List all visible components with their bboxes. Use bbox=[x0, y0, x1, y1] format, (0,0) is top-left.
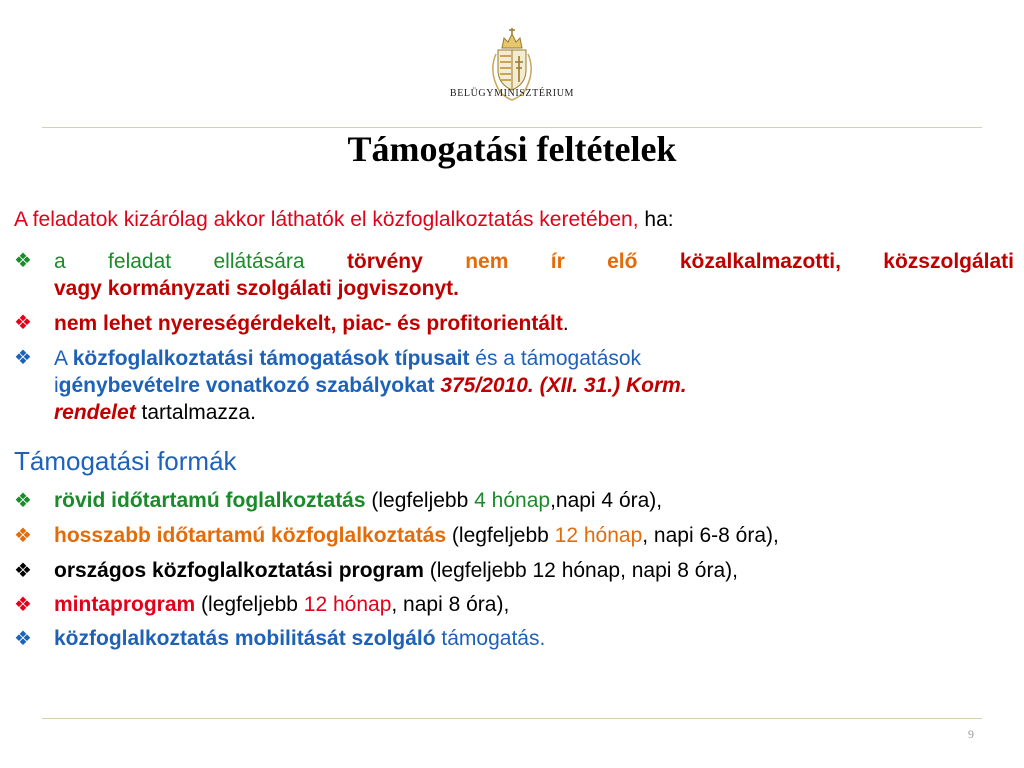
condition-keyword: közfoglalkoztatási támogatások típusait bbox=[72, 347, 470, 370]
diamond-bullet-icon: ❖ bbox=[14, 525, 32, 547]
page-number: 9 bbox=[968, 727, 974, 741]
condition-item bbox=[14, 345, 1014, 426]
form-item bbox=[14, 622, 1014, 656]
form-duration: 12 hónap bbox=[303, 593, 392, 616]
diamond-bullet-icon: ❖ bbox=[14, 312, 32, 334]
form-item bbox=[14, 588, 1014, 622]
form-detail: , napi 6-8 óra), bbox=[642, 524, 779, 547]
crown-shape bbox=[502, 34, 522, 48]
form-name: közfoglalkoztatás mobilitását szolgáló bbox=[54, 627, 436, 650]
condition-item bbox=[14, 310, 1014, 337]
diamond-bullet-icon: ❖ bbox=[14, 347, 32, 369]
form-detail: (legfeljebb 12 hónap, napi 8 óra), bbox=[429, 559, 738, 582]
forms-heading: Támogatási formák bbox=[14, 446, 237, 476]
form-item bbox=[14, 554, 1014, 588]
condition-keyword: nem ír elő bbox=[465, 250, 638, 273]
bottom-divider bbox=[42, 718, 982, 719]
form-detail: támogatás. bbox=[441, 627, 546, 650]
form-detail: , napi 8 óra), bbox=[391, 593, 510, 616]
page-title: Támogatási feltételek bbox=[347, 129, 677, 169]
form-item bbox=[14, 484, 1014, 518]
diamond-bullet-icon: ❖ bbox=[14, 628, 32, 650]
condition-text: i bbox=[54, 374, 59, 397]
condition-text: A bbox=[54, 347, 67, 370]
condition-keyword: törvény bbox=[346, 250, 423, 273]
condition-keyword: közalkalmazotti, közszolgálati bbox=[679, 250, 1014, 273]
forms-list bbox=[14, 484, 1014, 656]
diamond-bullet-icon: ❖ bbox=[14, 560, 32, 582]
form-name: mintaprogram bbox=[54, 593, 196, 616]
condition-keyword: vagy kormányzati szolgálati jogviszonyt. bbox=[54, 277, 459, 300]
form-name: hosszabb időtartamú közfoglalkoztatás bbox=[54, 524, 447, 547]
condition-keyword: génybevételre vonatkozó szabályokat bbox=[58, 374, 435, 397]
form-name: országos közfoglalkoztatási program bbox=[54, 559, 424, 582]
condition-text: és a támogatások bbox=[475, 347, 642, 370]
intro-ha: ha: bbox=[644, 208, 674, 231]
form-item bbox=[14, 518, 1014, 554]
condition-text: tartalmazza. bbox=[141, 401, 256, 424]
conditions-list bbox=[14, 248, 1014, 434]
regulation-reference: rendelet bbox=[54, 401, 136, 424]
form-duration: 4 hónap bbox=[474, 489, 551, 512]
intro-text bbox=[14, 208, 674, 232]
form-detail: (legfeljebb bbox=[201, 593, 298, 616]
condition-period: . bbox=[562, 312, 569, 335]
intro-main: A feladatok kizárólag akkor láthatók el közfoglalkoztatás keretében, bbox=[14, 208, 639, 231]
condition-text: nem lehet nyereségérdekelt, piac- és profitorientált bbox=[54, 312, 563, 335]
form-duration: 12 hónap bbox=[554, 524, 643, 547]
form-name: rövid időtartamú foglalkoztatás bbox=[54, 489, 366, 512]
form-detail: (legfeljebb bbox=[371, 489, 469, 512]
condition-item bbox=[14, 248, 1014, 302]
form-detail: ,napi 4 óra), bbox=[550, 489, 663, 512]
regulation-reference: 375/2010. (XII. 31.) Korm. bbox=[440, 374, 687, 397]
condition-text: a feladat ellátására bbox=[54, 250, 305, 273]
diamond-bullet-icon: ❖ bbox=[14, 594, 32, 616]
form-detail: (legfeljebb bbox=[451, 524, 549, 547]
diamond-bullet-icon: ❖ bbox=[14, 490, 32, 512]
diamond-bullet-icon: ❖ bbox=[14, 250, 32, 272]
ministry-name: BELÜGYMINISZTÉRIUM bbox=[449, 88, 575, 99]
